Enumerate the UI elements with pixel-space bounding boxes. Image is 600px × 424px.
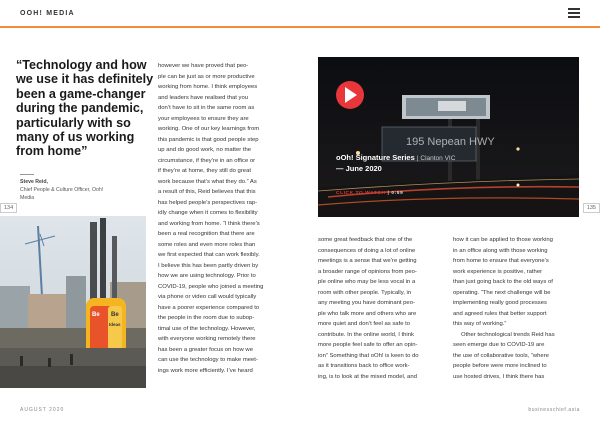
column3-line: in an office along with those working [453, 247, 548, 254]
billboard-sign-text: 195 Nepean HWY [406, 136, 495, 148]
page-number-right: 135 [583, 203, 600, 213]
column1-line: if they’re at home, they still do great [158, 168, 251, 174]
column2-line: more people feel safe to offer an opin- [318, 342, 418, 348]
column3-line: people before were more inclined to [453, 363, 547, 369]
column1-line: how we are using technology. Prior to [158, 273, 256, 279]
footer-site-link[interactable]: businesschief.asia [528, 407, 580, 413]
column1-line: the people in the room due to subop- [158, 315, 255, 321]
video-caption-title [336, 153, 455, 162]
column3-line: operating. “The next challenge will be [453, 289, 551, 296]
column1-line: with everyone working remotely there [158, 336, 256, 342]
column1-line: a result of this, Reid believes that this [158, 189, 256, 195]
page-number-left: 134 [0, 203, 17, 213]
article-column-1 [158, 61, 308, 376]
column2-line: ple online who may be less vocal in a [318, 279, 416, 285]
column1-line: work because that’s what they do.” As [158, 178, 257, 185]
column3-line: the use of collaborative tools, “where [453, 352, 549, 359]
column1-line: can use the technology to make meet- [158, 357, 258, 363]
column1-line: been a real recognition that there are [158, 231, 255, 237]
kiosk-sign-text-2: Be [111, 312, 119, 318]
pull-quote: “Technology and how we use it has definitely been a game-changer during the pandemic, particularly with so many of us working from home” [16, 58, 154, 159]
column1-line: don’t have to sit in the same room as [158, 105, 255, 111]
attribution-title: Chief People & Culture Officer, Ooh! Media [20, 187, 104, 201]
column1-line: however we have proved that peo- [158, 63, 249, 69]
video-duration: | 0:59 [387, 191, 404, 196]
attribution-name: Steve Reid, [20, 179, 48, 185]
column1-line: we first expected that can work flexibly. [158, 252, 260, 258]
column3-line: use hosted drives, I think there has [453, 373, 545, 380]
attribution-divider [20, 174, 34, 175]
column1-line: has helped people’s perspectives rap- [158, 199, 258, 206]
column3-line: work experience is positive, rather [453, 268, 543, 275]
column1-line: have a poorer experience compared to [158, 304, 260, 311]
kiosk-sign-text-1: Be [92, 312, 100, 318]
top-bar [0, 0, 600, 28]
column2-line: some great feedback that one of the [318, 237, 413, 243]
column2-line: consequences of doing a lot of online [318, 247, 416, 254]
column2-line: more quiet and don’t feel as safe to [318, 321, 411, 327]
column3-line: seen emerge due to COVID-19 are [453, 342, 545, 348]
footer-date: AUGUST 2020 [20, 407, 65, 413]
column2-line: a broader range of opinions from peo- [318, 268, 417, 275]
column2-line: meetings is a sense that we’re getting [318, 258, 417, 264]
hamburger-menu-icon[interactable] [568, 8, 580, 18]
city-billboard-photo [0, 216, 146, 388]
column1-line: this pandemic is that good people step [158, 136, 259, 143]
column1-line: I believe this has been partly driven by [158, 262, 259, 269]
column1-line: some roles and even more roles than [158, 241, 256, 248]
column1-line: working from home. I think employees [158, 84, 258, 90]
column1-line: via phone or video call would typically [158, 294, 257, 300]
column2-line: room with other people. Typically, in [318, 289, 412, 296]
click-to-watch-link[interactable]: CLICK TO WATCH [336, 191, 386, 196]
article-column-2 [318, 235, 446, 382]
column1-line: timal use of the technology. However, [158, 325, 256, 332]
column1-line: and leaders have realised that you [158, 94, 249, 101]
column2-line: any meeting you have dominant peo- [318, 300, 415, 306]
video-player[interactable] [318, 57, 579, 217]
kiosk-sign-text-3: Ideas [109, 322, 121, 327]
column2-line: ion” Something that oOh! is keen to do [318, 352, 419, 359]
watch-cta[interactable] [336, 191, 403, 196]
video-caption-location: | Clanton VIC [416, 155, 456, 162]
column2-line: contribute. In the online world, I think [318, 331, 414, 338]
column1-line: ings work more efficiently. I’ve heard [158, 367, 253, 374]
column3-line: implementing really good processes [453, 300, 547, 306]
video-caption-date: — June 2020 [336, 164, 382, 173]
column3-line: this way of working.” [453, 321, 507, 327]
column1-line: ple can be just as or more productive [158, 73, 255, 80]
brand-logo[interactable]: OOH! MEDIA [20, 10, 75, 17]
article-column-3 [453, 235, 583, 382]
column2-line: ple who talk more and others who are [318, 310, 417, 317]
column1-line: circumstance, if they’re in an office or [158, 157, 256, 164]
column1-line: has been a greater focus on how we [158, 346, 253, 353]
video-caption-series: oOh! Signature Series [336, 153, 415, 162]
column2-line: ing, is to look at the mixed model, and [318, 373, 417, 380]
column1-line: your employees to ensure they are [158, 115, 249, 122]
column1-line: idly change when it comes to flexibility [158, 210, 258, 216]
column3-line: and agreed rules that better support [453, 310, 547, 317]
column1-line: working. One of our key learnings from [158, 126, 260, 132]
column3-line: how it can be applied to those working [453, 237, 553, 243]
column1-line: and working from home. “I think there’s [158, 220, 260, 227]
column2-line: as it transitions back to office work- [318, 363, 410, 369]
column3-line: Other technological trends Reid has [461, 331, 555, 338]
column1-line: COVID-19, people who joined a meeting [158, 283, 264, 290]
column3-line: than just going back to the old ways of [453, 279, 553, 285]
column3-line: from home to ensure that everyone’s [453, 258, 549, 264]
column1-line: up and do good work, no matter the [158, 147, 252, 153]
